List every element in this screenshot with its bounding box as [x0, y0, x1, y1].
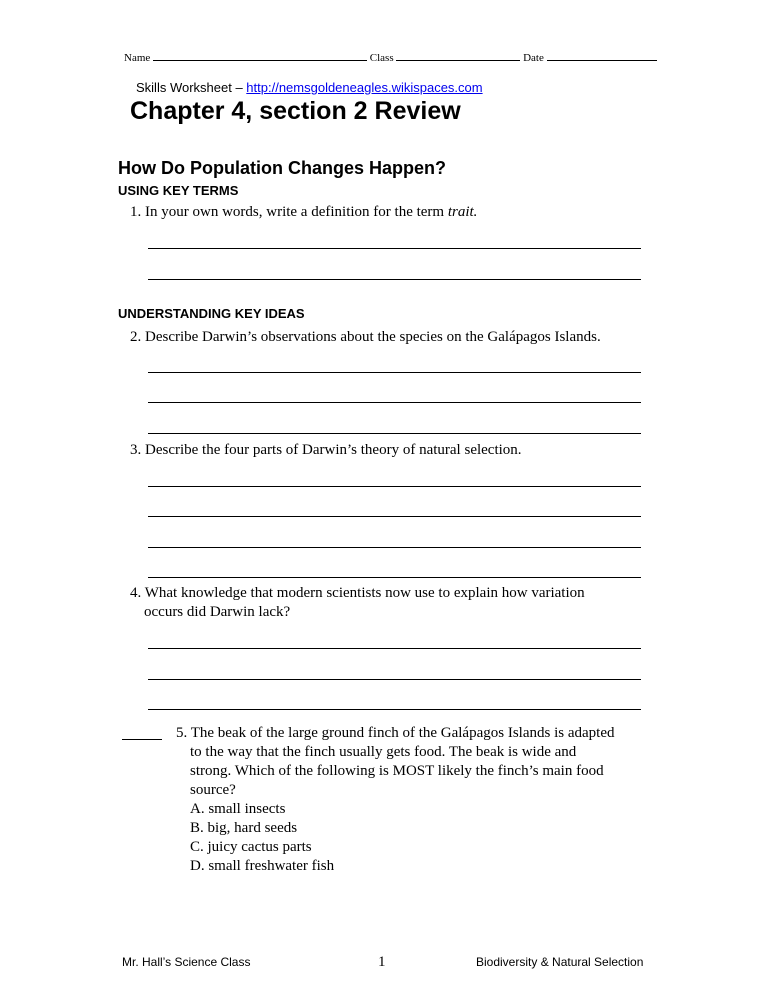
answer-line-q1-1[interactable] — [148, 248, 641, 249]
date-blank[interactable] — [547, 51, 657, 61]
answer-line-q3-1[interactable] — [148, 486, 641, 487]
question-3: 3. Describe the four parts of Darwin’s theory of natural selection. — [130, 442, 522, 458]
option-a: A. small insects — [190, 801, 286, 817]
name-blank[interactable] — [153, 51, 367, 61]
using-key-terms-heading: USING KEY TERMS — [118, 183, 239, 198]
answer-line-q2-2[interactable] — [148, 402, 641, 403]
answer-line-q4-3[interactable] — [148, 709, 641, 710]
worksheet-subtitle — [136, 80, 483, 95]
question-1-term: trait. — [447, 204, 478, 220]
option-c: C. juicy cactus parts — [190, 839, 312, 855]
answer-line-q3-4[interactable] — [148, 577, 641, 578]
question-5-line-1: 5. The beak of the large ground finch of the Galápagos Islands is adapted — [176, 725, 615, 741]
question-1-text: 1. In your own words, write a definition for the term — [130, 204, 448, 220]
subtitle-prefix: Skills Worksheet – — [136, 80, 247, 95]
question-4 — [130, 584, 585, 622]
page-number: 1 — [378, 954, 386, 970]
question-5 — [176, 724, 646, 876]
answer-line-q2-1[interactable] — [148, 372, 641, 373]
option-b: B. big, hard seeds — [190, 820, 298, 836]
name-label: Name — [124, 52, 151, 64]
question-2: 2. Describe Darwin’s observations about the species on the Galápagos Islands. — [130, 329, 601, 345]
footer-unit-title: Biodiversity & Natural Selection — [476, 955, 644, 969]
question-4-line-2: occurs did Darwin lack? — [144, 604, 291, 620]
class-blank[interactable] — [396, 51, 520, 61]
option-d: D. small freshwater fish — [190, 858, 335, 874]
section-heading: How Do Population Changes Happen? — [118, 158, 446, 178]
answer-line-q4-2[interactable] — [148, 679, 641, 680]
chapter-title: Chapter 4, section 2 Review — [130, 97, 461, 125]
date-label: Date — [523, 52, 544, 64]
footer-class-name: Mr. Hall’s Science Class — [122, 955, 251, 969]
question-1 — [130, 203, 477, 222]
class-label: Class — [369, 52, 394, 64]
answer-line-q4-1[interactable] — [148, 648, 641, 649]
answer-line-q3-3[interactable] — [148, 547, 641, 548]
question-5-line-2: to the way that the finch usually gets food. The beak is wide and — [190, 744, 577, 760]
question-5-line-4: source? — [190, 782, 236, 798]
question-4-line-1: 4. What knowledge that modern scientists now use to explain how variation — [130, 585, 585, 601]
question-5-answer-blank[interactable] — [122, 739, 162, 740]
answer-line-q3-2[interactable] — [148, 516, 641, 517]
student-info-header — [124, 51, 644, 65]
answer-line-q2-3[interactable] — [148, 433, 641, 434]
answer-line-q1-2[interactable] — [148, 279, 641, 280]
question-5-line-3: strong. Which of the following is MOST likely the finch’s main food — [190, 763, 604, 779]
website-link[interactable]: http://nemsgoldeneagles.wikispaces.com — [246, 80, 483, 95]
understanding-key-ideas-heading: UNDERSTANDING KEY IDEAS — [118, 306, 305, 321]
